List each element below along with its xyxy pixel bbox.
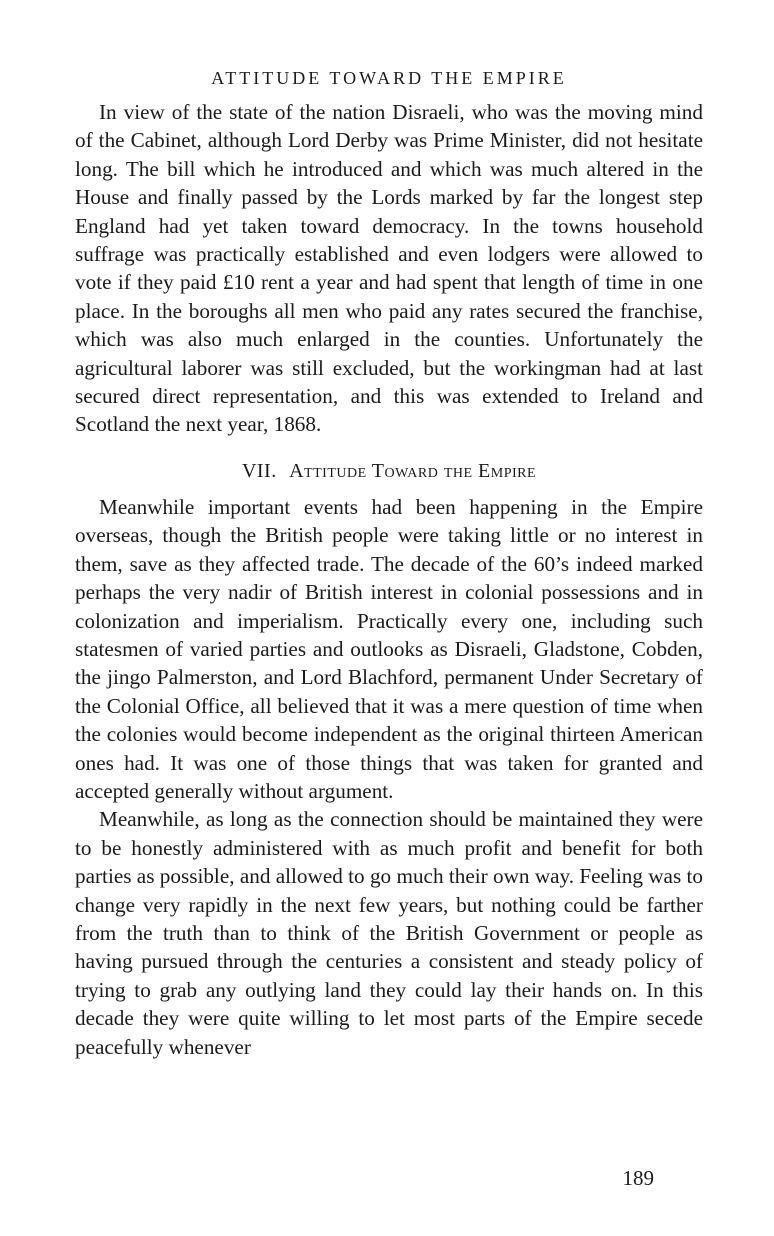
paragraph-1: In view of the state of the nation Disraeli, who was the moving mind of the Cabinet, although Lord Derby was Prime Minister, did not hesitate long. The bill which he introduced and which was much altered in the House and finally passed by the Lords marked by far the longest step England had yet taken toward democracy. In the towns household suffrage was practically established and even lodgers were allowed to vote if they paid £10 rent a year and had spent that length of time in one place. In the boroughs all men who paid any rates secured the franchise, which was also much enlarged in the counties. Unfortunately the agricultural laborer was still excluded, but the workingman had at last secured direct representation, and this was extended to Ireland and Scotland the next year, 1868.: [75, 100, 703, 437]
book-page: [75, 64, 703, 1061]
section-number: VII.: [241, 459, 277, 482]
running-head: ATTITUDE TOWARD THE EMPIRE: [211, 68, 567, 88]
paragraph-2: Meanwhile important events had been happening in the Empire overseas, though the British people were taking little or no interest in them, save as they affected trade. The decade of the 60’s indeed marked perhaps the very nadir of British interest in colonial possessions and in colonization and imperialism. Practically every one, including such statesmen of varied parties and outlooks as Disraeli, Gladstone, Cobden, the jingo Palmerston, and Lord Blachford, permanent Under Secretary of the Colonial Office, all believed that it was a mere question of time when the colonies would become independent as the original thirteen American ones had. It was one of those things that was taken for granted and accepted generally without argument.: [75, 494, 703, 803]
paragraph-3: Meanwhile, as long as the connection should be maintained they were to be honestly administered with as much profit and benefit for both parties as possible, and allowed to go much their own way. Feeling was to change very rapidly in the next few years, but nothing could be farther from the truth than to think of the British Government or people as having pursued through the centuries a consistent and steady policy of trying to grab any outlying land they could lay their hands on. In this decade they were quite willing to let most parts of the Empire secede peacefully whenever: [75, 807, 703, 1059]
section-heading: [75, 457, 703, 485]
section-title-text: Attitude Toward the Empire: [289, 459, 537, 482]
page-number: 189: [622, 1166, 654, 1190]
